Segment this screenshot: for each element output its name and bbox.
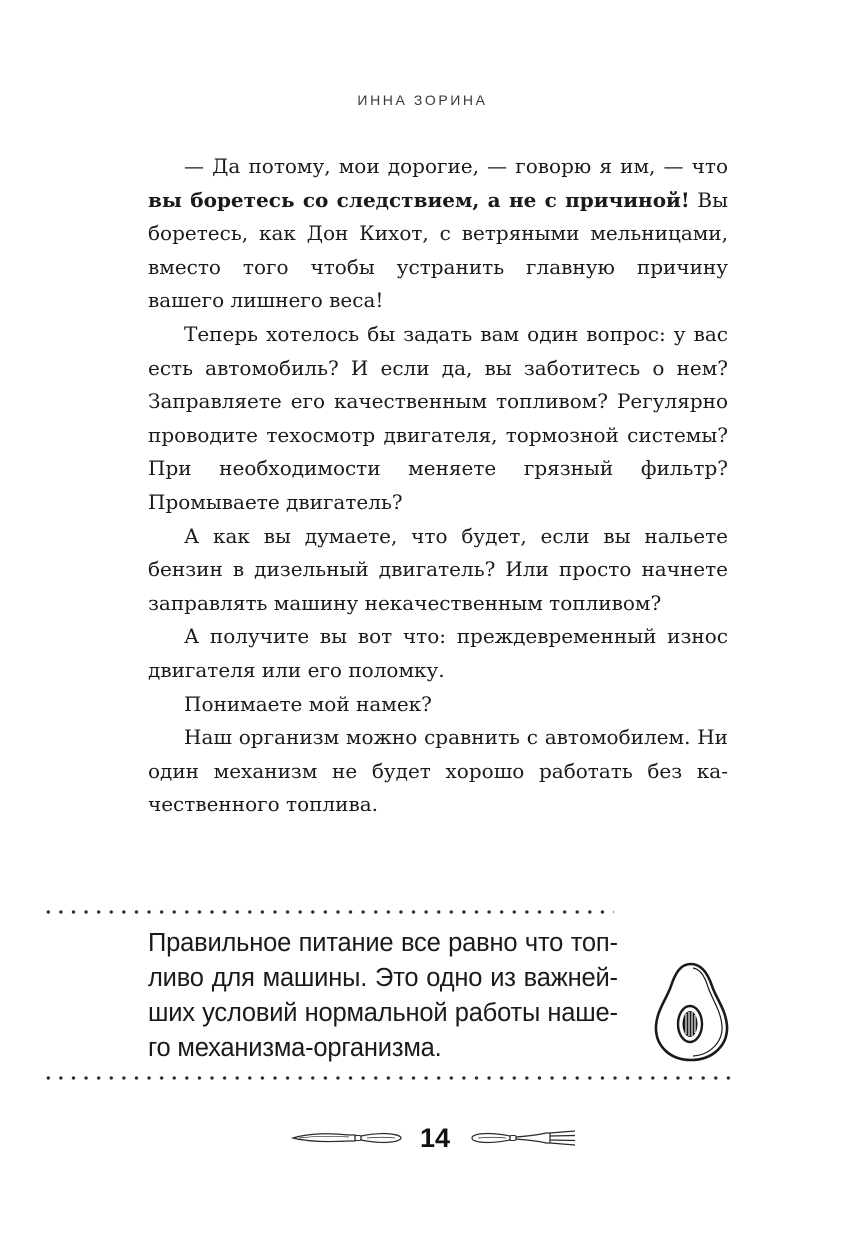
paragraph-1-start: — Да потому, мои дорогие, — говорю я им, — что [184, 154, 728, 178]
paragraph-3: А как вы думаете, что будет, если вы нальете бензин в дизельный двигатель? Или просто начнете заправлять машину некачественным топливом? [148, 523, 728, 615]
fork-icon [470, 1127, 578, 1149]
callout-text: Правильное питание все равно что топливо для машины. Это одно из важнейших условий нормальной работы нашего механизма-организма. [148, 929, 618, 1062]
paragraph-2: Теперь хотелось бы задать вам один вопрос: у вас есть автомобиль? И если да, вы заботитесь о нем? Заправляете его качественным топливом? Регулярно проводите техосмотр двигателя, тормозной системы? При необходимости меняете грязный фильтр? Промываете двигатель? [148, 321, 728, 514]
paragraph-1 [148, 150, 728, 318]
paragraph-1-end: Вы боретесь, как Дон Кихот, с ветряными мельницами, вместо того чтобы устранить главную причину вашего лишнего веса! [148, 187, 728, 313]
dotted-divider-bottom [42, 1074, 732, 1082]
avocado-icon [650, 960, 732, 1064]
callout-box [148, 926, 618, 1066]
paragraph-4: А получите вы вот что: преждевременный износ двигателя или его поломку. [148, 624, 728, 682]
page-number: 14 [419, 1123, 451, 1153]
knife-icon [291, 1127, 403, 1149]
paragraph-5: Понимаете мой намек? [184, 691, 432, 716]
dotted-divider-top [42, 908, 614, 916]
page-footer [0, 1118, 845, 1158]
running-head-author: ИННА ЗОРИНА [357, 92, 488, 108]
body-text [148, 150, 728, 822]
paragraph-6: Наш организм можно сравнить с автомобилем. Ни один механизм не будет хорошо работать без качественного топлива. [148, 725, 728, 817]
paragraph-1-bold: вы боретесь со следствием, а не с причиной! [148, 187, 690, 212]
